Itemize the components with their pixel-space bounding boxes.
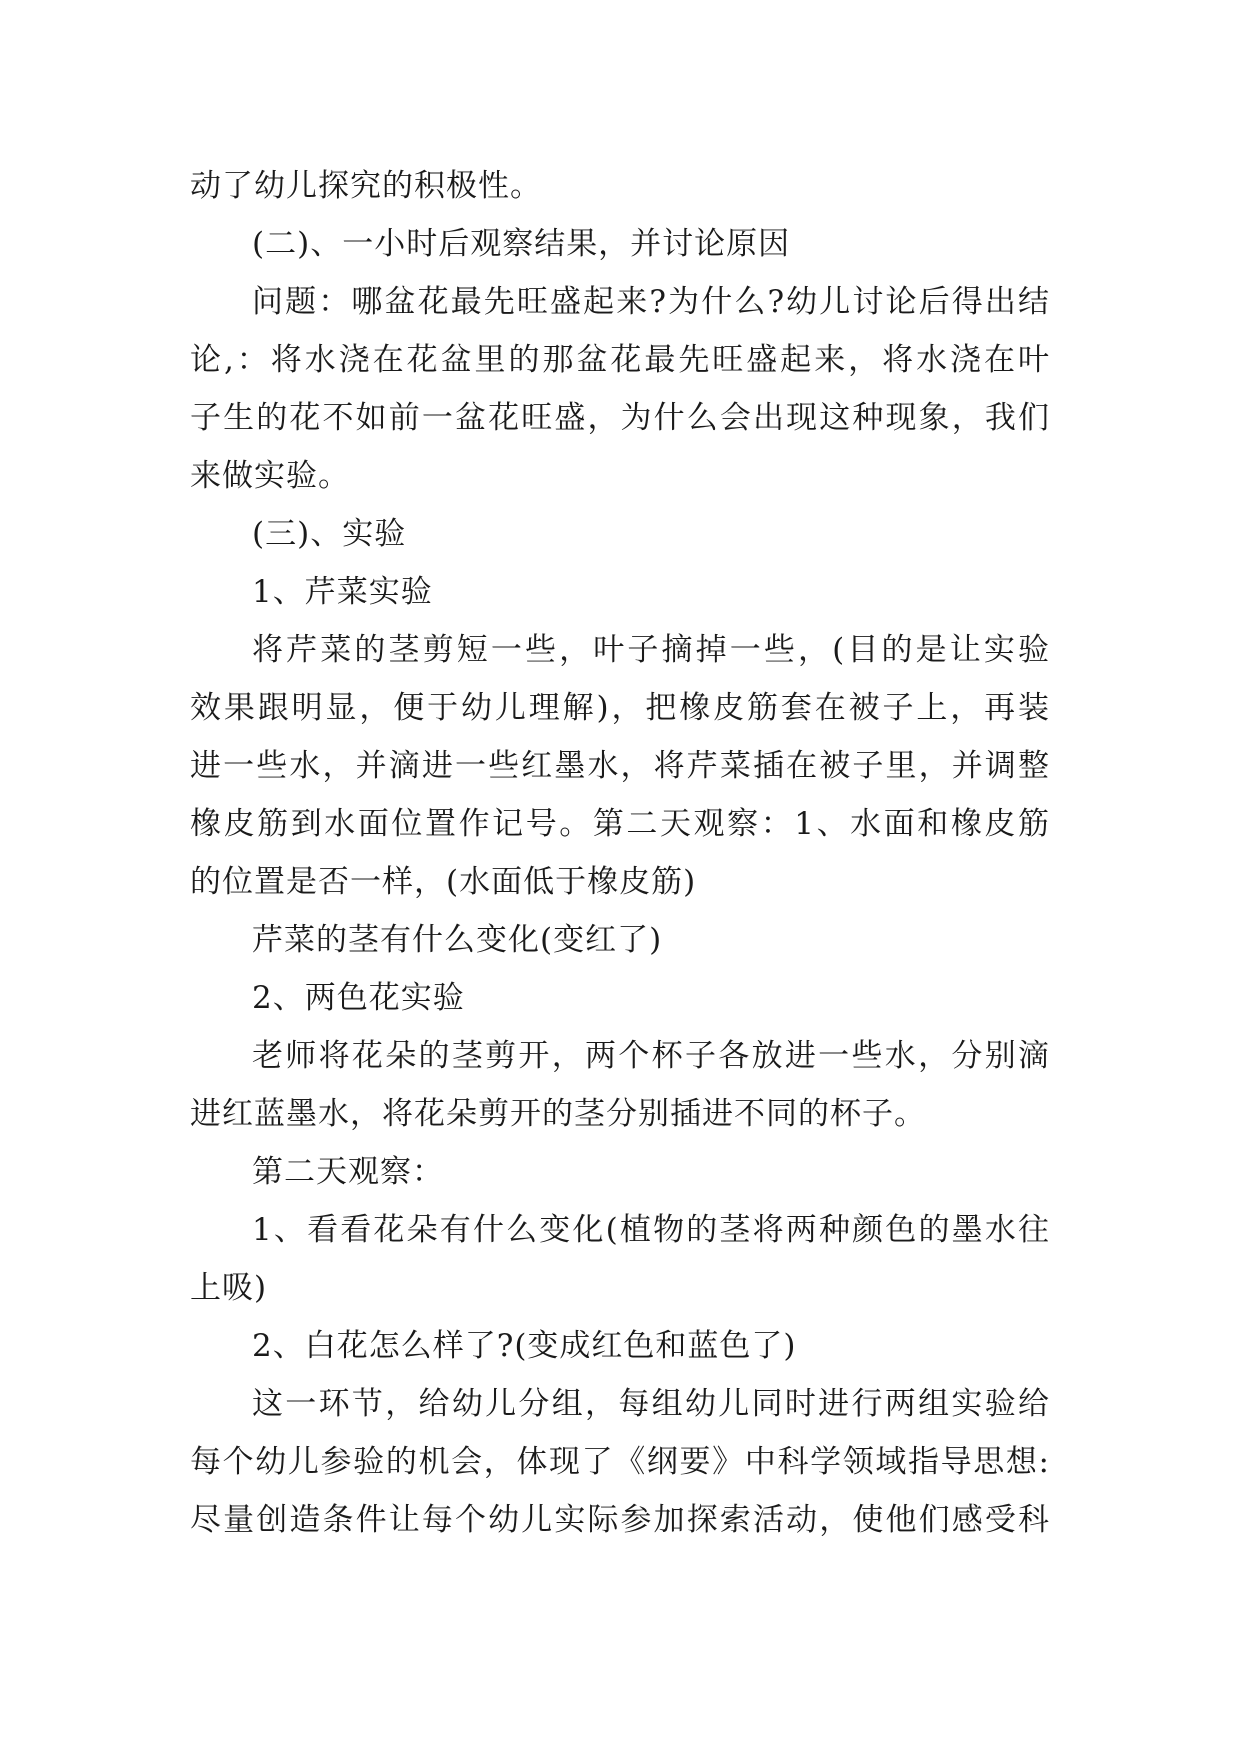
text-line: 2、两色花实验 xyxy=(252,980,465,1016)
text-line: 子生的花不如前一盆花旺盛，为什么会出现这种现象，我们 xyxy=(190,400,1050,436)
text-line: 论,：将水浇在花盆里的那盆花最先旺盛起来，将水浇在叶 xyxy=(190,342,1050,378)
text-line: 老师将花朵的茎剪开，两个杯子各放进一些水，分别滴 xyxy=(252,1038,1050,1074)
text-line: 芹菜的茎有什么变化(变红了) xyxy=(252,922,663,958)
text-line: 尽量创造条件让每个幼儿实际参加探索活动，使他们感受科 xyxy=(190,1502,1050,1538)
text-line: (二)、一小时后观察结果，并讨论原因 xyxy=(252,226,791,262)
text-line: 的位置是否一样，(水面低于橡皮筋) xyxy=(190,864,697,900)
text-line: 动了幼儿探究的积极性。 xyxy=(190,168,542,204)
text-line: 橡皮筋到水面位置作记号。第二天观察：1、水面和橡皮筋 xyxy=(190,806,1050,842)
text-line: 进一些水，并滴进一些红墨水，将芹菜插在被子里，并调整 xyxy=(190,748,1050,784)
text-line: 来做实验。 xyxy=(190,458,350,494)
text-line: 上吸) xyxy=(190,1270,268,1306)
text-line: (三)、实验 xyxy=(252,516,407,552)
document-body xyxy=(190,157,1050,1549)
text-line: 第二天观察： xyxy=(252,1154,444,1190)
text-line: 每个幼儿参验的机会，体现了《纲要》中科学领域指导思想: xyxy=(190,1444,1050,1480)
text-line: 1、芹菜实验 xyxy=(252,574,433,610)
text-line: 这一环节，给幼儿分组，每组幼儿同时进行两组实验给 xyxy=(252,1386,1050,1422)
text-line: 问题：哪盆花最先旺盛起来?为什么?幼儿讨论后得出结 xyxy=(252,284,1050,320)
text-line: 将芹菜的茎剪短一些，叶子摘掉一些，(目的是让实验 xyxy=(252,632,1050,668)
text-line: 进红蓝墨水，将花朵剪开的茎分别插进不同的杯子。 xyxy=(190,1096,926,1132)
text-line: 1、看看花朵有什么变化(植物的茎将两种颜色的墨水往 xyxy=(252,1212,1050,1248)
text-line: 2、白花怎么样了?(变成红色和蓝色了) xyxy=(252,1328,797,1364)
text-line: 效果跟明显，便于幼儿理解)，把橡皮筋套在被子上，再装 xyxy=(190,690,1050,726)
